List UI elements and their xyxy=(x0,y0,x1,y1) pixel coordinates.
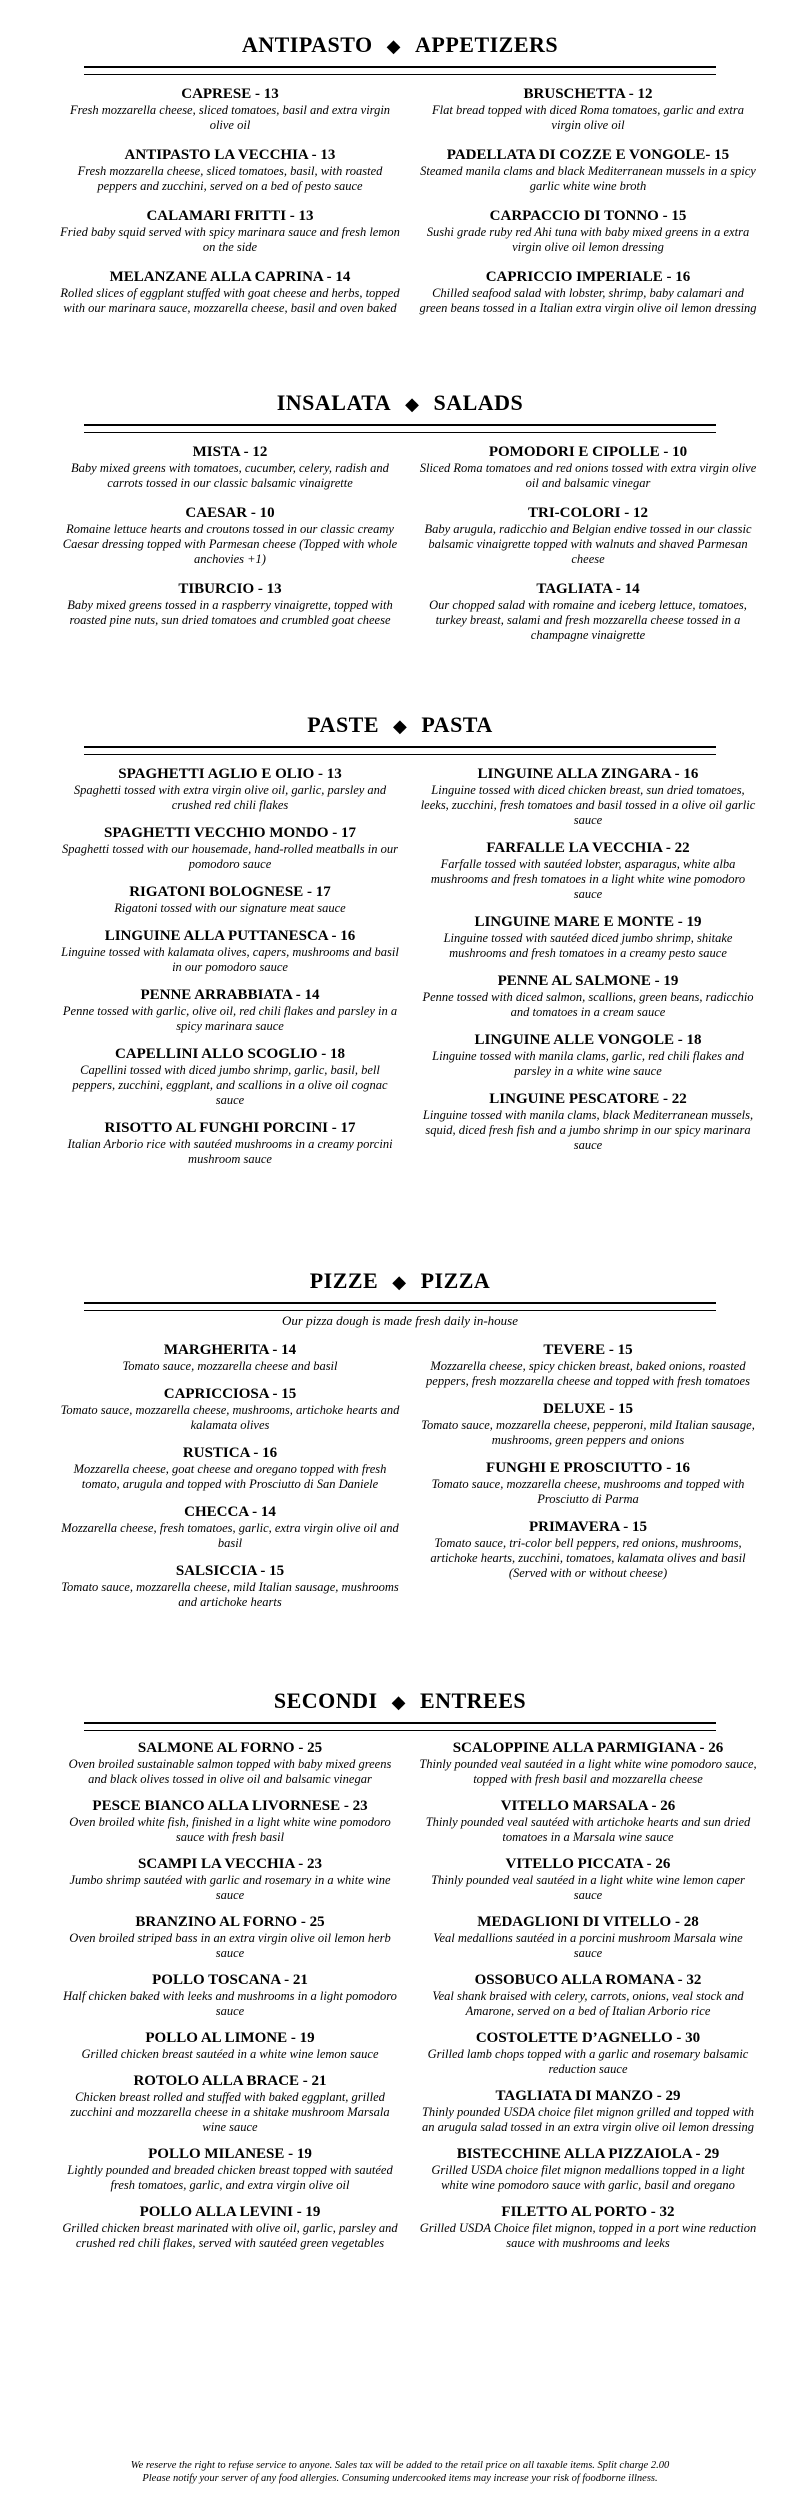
section-title-it: SECONDI xyxy=(273,1688,378,1713)
item-name: PENNE ARRABBIATA - 14 xyxy=(140,987,320,1003)
item-name: MISTA - 12 xyxy=(192,444,268,460)
item-description: Oven broiled sustainable salmon topped with baby mixed greens and black olives tossed in olive oil and balsamic vinegar xyxy=(68,1757,392,1786)
menu-item xyxy=(60,86,400,133)
item-name: TAGLIATA DI MANZO - 29 xyxy=(495,2088,681,2104)
item-description: Rigatoni tossed with our signature meat sauce xyxy=(114,901,346,915)
item-description: Penne tossed with diced salmon, scallions, green beans, radicchio and tomatoes in a cream sauce xyxy=(422,990,754,1019)
item-name: POLLO ALLA LEVINI - 19 xyxy=(139,2204,321,2220)
menu-item xyxy=(418,2146,758,2193)
menu-item xyxy=(418,2088,758,2135)
item-name: LINGUINE MARE E MONTE - 19 xyxy=(474,914,702,930)
section-heading xyxy=(0,30,800,60)
item-name: PRIMAVERA - 15 xyxy=(528,1519,648,1535)
menu-item xyxy=(60,987,400,1034)
item-name: MELANZANE ALLA CAPRINA - 14 xyxy=(109,269,351,285)
item-description: Tomato sauce, mozzarella cheese, mushrooms, artichoke hearts and kalamata olives xyxy=(60,1403,400,1432)
section-secondi xyxy=(0,1686,800,1716)
item-name: POMODORI E CIPOLLE - 10 xyxy=(488,444,688,460)
item-description: Oven broiled striped bass in an extra virgin olive oil lemon herb sauce xyxy=(69,1931,391,1960)
right-column xyxy=(418,1740,758,2251)
menu-item xyxy=(418,269,758,316)
item-description: Half chicken baked with leeks and mushrooms in a light pomodoro sauce xyxy=(63,1989,397,2018)
section-antipasto xyxy=(0,30,800,60)
item-description: Grilled lamb chops topped with a garlic and rosemary balsamic reduction sauce xyxy=(427,2047,749,2076)
menu-item xyxy=(418,208,758,255)
item-description: Fried baby squid served with spicy marinara sauce and fresh lemon on the side xyxy=(60,225,400,254)
item-description: Linguine tossed with diced chicken breast, sun dried tomatoes, leeks, zucchini, fresh tomatoes and basil tossed in a olive oil garlic sauce xyxy=(420,783,756,827)
item-description: Chilled seafood salad with lobster, shrimp, baby calamari and green beans tossed in a Italian extra virgin olive oil lemon dressing xyxy=(419,286,757,315)
menu-item xyxy=(60,1504,400,1551)
item-description: Veal shank braised with celery, carrots, onions, veal stock and Amarone, served on a bed of Italian Arborio rice xyxy=(432,1989,744,2018)
section-heading xyxy=(0,1266,800,1296)
left-column xyxy=(60,444,400,628)
item-description: Fresh mozzarella cheese, sliced tomatoes, basil, with roasted peppers and zucchini, served on a bed of pesto sauce xyxy=(77,164,383,193)
item-description: Farfalle tossed with sautéed lobster, asparagus, white alba mushrooms and fresh tomatoes in a light white wine pomodoro sauce xyxy=(430,857,746,901)
item-description: Linguine tossed with kalamata olives, capers, mushrooms and basil in our pomodoro sauce xyxy=(61,945,399,974)
item-name: LINGUINE ALLA PUTTANESCA - 16 xyxy=(104,928,356,944)
item-name: SCAMPI LA VECCHIA - 23 xyxy=(138,1856,322,1872)
diamond-icon: ◆ xyxy=(405,394,420,414)
item-name: SPAGHETTI VECCHIO MONDO - 17 xyxy=(104,825,356,841)
menu-item xyxy=(60,147,400,194)
item-name: ROTOLO ALLA BRACE - 21 xyxy=(133,2073,327,2089)
item-description: Fresh mozzarella cheese, sliced tomatoes, basil and extra virgin olive oil xyxy=(69,103,391,132)
item-description: Chicken breast rolled and stuffed with baked eggplant, grilled zucchini and mozzarella cheese in a shitake mushroom Marsala wine sauce xyxy=(70,2090,390,2134)
right-column xyxy=(418,766,758,1153)
right-column xyxy=(418,1342,758,1581)
section-insalata xyxy=(0,388,800,418)
menu-item xyxy=(60,2073,400,2135)
menu-item xyxy=(60,1914,400,1961)
menu-item xyxy=(60,581,400,628)
menu-item xyxy=(60,2204,400,2251)
diamond-icon: ◆ xyxy=(393,716,408,736)
item-name: POLLO TOSCANA - 21 xyxy=(152,1972,308,1988)
item-name: FARFALLE LA VECCHIA - 22 xyxy=(486,840,690,856)
section-title-it: ANTIPASTO xyxy=(241,32,373,57)
menu-item xyxy=(418,1519,758,1581)
item-description: Tomato sauce, mozzarella cheese and basil xyxy=(122,1359,338,1373)
item-description: Linguine tossed with manila clams, black Mediterranean mussels, squid, diced fresh fish and a jumbo shrimp in our spicy marinara sauce xyxy=(422,1108,754,1152)
item-name: CALAMARI FRITTI - 13 xyxy=(146,208,314,224)
item-name: MEDAGLIONI DI VITELLO - 28 xyxy=(477,1914,699,1930)
item-name: CARPACCIO DI TONNO - 15 xyxy=(489,208,687,224)
item-name: MARGHERITA - 14 xyxy=(163,1342,297,1358)
menu-item xyxy=(418,86,758,133)
item-name: PADELLATA DI COZZE E VONGOLE- 15 xyxy=(446,147,730,163)
section-heading xyxy=(0,388,800,418)
item-description: Baby mixed greens with tomatoes, cucumber, celery, radish and carrots tossed in our classic balsamic vinaigrette xyxy=(71,461,389,490)
menu-item xyxy=(60,1798,400,1845)
menu-item xyxy=(60,2146,400,2193)
item-description: Tomato sauce, mozzarella cheese, pepperoni, mild Italian sausage, mushrooms, green peppers and onions xyxy=(421,1418,755,1447)
item-description: Baby arugula, radicchio and Belgian endive tossed in our classic balsamic vinaigrette topped with walnuts and shaved Parmesan cheese xyxy=(424,522,752,566)
item-description: Grilled chicken breast sautéed in a white wine lemon sauce xyxy=(81,2047,379,2061)
menu-item xyxy=(418,840,758,902)
menu-item xyxy=(418,2030,758,2077)
item-description: Oven broiled white fish, finished in a light white wine pomodoro sauce with fresh basil xyxy=(69,1815,391,1844)
footer-line-2: Please notify your server of any food allergies. Consuming undercooked items may increase your risk of foodborne illness. xyxy=(142,2473,658,2484)
menu-item xyxy=(60,825,400,872)
item-description: Baby mixed greens tossed in a raspberry vinaigrette, topped with roasted pine nuts, sun dried tomatoes and crumbled goat cheese xyxy=(67,598,393,627)
item-name: SALMONE AL FORNO - 25 xyxy=(137,1740,323,1756)
item-description: Thinly pounded veal sautéed in a light white wine pomodoro sauce, topped with fresh basil and mozzarella cheese xyxy=(419,1757,757,1786)
item-description: Mozzarella cheese, goat cheese and oregano topped with fresh tomato, arugula and topped with Prosciutto di San Daniele xyxy=(73,1462,387,1491)
diamond-icon: ◆ xyxy=(391,1692,406,1712)
section-heading xyxy=(0,1686,800,1716)
item-name: PESCE BIANCO ALLA LIVORNESE - 23 xyxy=(92,1798,368,1814)
menu-item xyxy=(60,1445,400,1492)
item-name: FILETTO AL PORTO - 32 xyxy=(501,2204,675,2220)
menu-item xyxy=(60,208,400,255)
menu-item xyxy=(418,1091,758,1153)
menu-item xyxy=(60,1046,400,1108)
pizza-note: Our pizza dough is made fresh daily in-house xyxy=(281,1313,519,1328)
left-column xyxy=(60,766,400,1167)
item-description: Romaine lettuce hearts and croutons tossed in our classic creamy Caesar dressing topped with Parmesan cheese (Topped with whole anchovies +1) xyxy=(62,522,398,566)
item-name: CAESAR - 10 xyxy=(185,505,275,521)
menu-item xyxy=(60,505,400,567)
item-name: TEVERE - 15 xyxy=(543,1342,633,1358)
item-name: PENNE AL SALMONE - 19 xyxy=(497,973,679,989)
item-name: CHECCA - 14 xyxy=(184,1504,276,1520)
menu-item xyxy=(418,973,758,1020)
item-description: Spaghetti tossed with extra virgin olive oil, garlic, parsley and crushed red chili flakes xyxy=(73,783,387,812)
section-title-en: PIZZA xyxy=(420,1268,491,1293)
item-description: Capellini tossed with diced jumbo shrimp, garlic, basil, bell peppers, zucchini, eggplant, and scallions in a olive oil cognac sauce xyxy=(72,1063,388,1107)
item-name: COSTOLETTE D’AGNELLO - 30 xyxy=(475,2030,701,2046)
item-description: Sushi grade ruby red Ahi tuna with baby mixed greens in a extra virgin olive oil lemon dressing xyxy=(426,225,750,254)
left-column xyxy=(60,86,400,316)
footer-line-1: We reserve the right to refuse service to anyone. Sales tax will be added to the retail price on all taxable items. Split charge 2.00 xyxy=(130,2460,670,2471)
menu-item xyxy=(60,2030,400,2062)
menu-item xyxy=(418,1460,758,1507)
item-name: VITELLO MARSALA - 26 xyxy=(500,1798,676,1814)
item-name: RIGATONI BOLOGNESE - 17 xyxy=(129,884,331,900)
item-name: VITELLO PICCATA - 26 xyxy=(505,1856,671,1872)
menu-item xyxy=(60,1563,400,1610)
item-description: Mozzarella cheese, fresh tomatoes, garlic, extra virgin olive oil and basil xyxy=(61,1521,399,1550)
section-title-en: SALADS xyxy=(433,390,524,415)
item-name: RUSTICA - 16 xyxy=(182,1445,278,1461)
item-description: Linguine tossed with sautéed diced jumbo shrimp, shitake mushrooms and fresh tomatoes in a creamy pesto sauce xyxy=(443,931,733,960)
item-description: Spaghetti tossed with our housemade, hand-rolled meatballs in our pomodoro sauce xyxy=(62,842,398,871)
menu-item xyxy=(60,1972,400,2019)
menu-item xyxy=(418,2204,758,2251)
item-description: Tomato sauce, mozzarella cheese, mushrooms and topped with Prosciutto di Parma xyxy=(431,1477,745,1506)
section-divider xyxy=(84,424,716,433)
item-name: DELUXE - 15 xyxy=(542,1401,633,1417)
item-name: ANTIPASTO LA VECCHIA - 13 xyxy=(124,147,336,163)
diamond-icon: ◆ xyxy=(386,36,401,56)
item-description: Grilled chicken breast marinated with olive oil, garlic, parsley and crushed red chili flakes, served with sautéed green vegetables xyxy=(62,2221,398,2250)
item-description: Tomato sauce, tri-color bell peppers, red onions, mushrooms, artichoke hearts, zucchini, tomatoes, kalamata olives and basil (Served with or without cheese) xyxy=(430,1536,746,1580)
section-title-it: PASTE xyxy=(307,712,380,737)
left-column xyxy=(60,1740,400,2251)
item-description: Veal medallions sautéed in a porcini mushroom Marsala wine sauce xyxy=(433,1931,743,1960)
section-divider xyxy=(84,66,716,75)
menu-item xyxy=(418,1972,758,2019)
menu-item xyxy=(418,914,758,961)
item-description: Jumbo shrimp sautéed with garlic and rosemary in a white wine sauce xyxy=(69,1873,391,1902)
item-name: POLLO AL LIMONE - 19 xyxy=(145,2030,315,2046)
section-divider xyxy=(84,1302,716,1311)
item-description: Flat bread topped with diced Roma tomatoes, garlic and extra virgin olive oil xyxy=(432,103,744,132)
item-name: RISOTTO AL FUNGHI PORCINI - 17 xyxy=(104,1120,356,1136)
section-paste xyxy=(0,710,800,740)
right-column xyxy=(418,444,758,643)
menu-item xyxy=(60,269,400,316)
menu-item xyxy=(60,1740,400,1787)
item-name: CAPRICCIO IMPERIALE - 16 xyxy=(485,269,691,285)
item-description: Thinly pounded veal sautéed with artichoke hearts and sun dried tomatoes in a Marsala wine sauce xyxy=(425,1815,751,1844)
item-name: BRUSCHETTA - 12 xyxy=(523,86,653,102)
footer-disclaimer xyxy=(40,2459,760,2485)
section-title-it: PIZZE xyxy=(309,1268,379,1293)
menu-item xyxy=(60,444,400,491)
item-name: TIBURCIO - 13 xyxy=(178,581,282,597)
item-name: CAPRICCIOSA - 15 xyxy=(163,1386,297,1402)
item-name: BISTECCHINE ALLA PIZZAIOLA - 29 xyxy=(456,2146,720,2162)
item-description: Thinly pounded USDA choice filet mignon grilled and topped with an arugula salad tossed in an extra virgin olive oil lemon dressing xyxy=(421,2105,755,2134)
item-name: TAGLIATA - 14 xyxy=(536,581,640,597)
section-divider xyxy=(84,1722,716,1731)
menu-item xyxy=(418,1914,758,1961)
item-description: Grilled USDA Choice filet mignon, topped in a port wine reduction sauce with mushrooms and leeks xyxy=(419,2221,757,2250)
section-divider xyxy=(84,746,716,755)
item-description: Thinly pounded veal sautéed in a light white wine lemon caper sauce xyxy=(431,1873,745,1902)
item-name: FUNGHI E PROSCIUTTO - 16 xyxy=(486,1460,690,1476)
item-description: Italian Arborio rice with sautéed mushrooms in a creamy porcini mushroom sauce xyxy=(67,1137,393,1166)
menu-item xyxy=(418,766,758,828)
menu-item xyxy=(60,1856,400,1903)
menu-item xyxy=(60,884,400,916)
item-name: SCALOPPINE ALLA PARMIGIANA - 26 xyxy=(452,1740,724,1756)
section-title-en: APPETIZERS xyxy=(415,32,559,57)
item-description: Lightly pounded and breaded chicken breast topped with sautéed fresh tomatoes, garlic, and extra virgin olive oil xyxy=(67,2163,393,2192)
item-description: Our chopped salad with romaine and iceberg lettuce, tomatoes, turkey breast, salami and fresh mozzarella cheese tossed in a champagne vinaigrette xyxy=(429,598,747,642)
menu-item xyxy=(418,1342,758,1389)
item-name: BRANZINO AL FORNO - 25 xyxy=(135,1914,325,1930)
item-description: Grilled USDA choice filet mignon medallions topped in a light white wine pomodoro sauce with garlic, basil and oregano xyxy=(431,2163,745,2192)
menu-item xyxy=(60,928,400,975)
item-name: LINGUINE ALLA ZINGARA - 16 xyxy=(477,766,699,782)
right-column xyxy=(418,86,758,316)
menu-item xyxy=(418,147,758,194)
section-pizze xyxy=(0,1266,800,1296)
item-name: LINGUINE ALLE VONGOLE - 18 xyxy=(474,1032,702,1048)
item-name: CAPELLINI ALLO SCOGLIO - 18 xyxy=(114,1046,346,1062)
item-description: Penne tossed with garlic, olive oil, red chili flakes and parsley in a spicy marinara sauce xyxy=(62,1004,398,1033)
menu-item xyxy=(418,505,758,567)
item-name: CAPRESE - 13 xyxy=(181,86,279,102)
item-description: Linguine tossed with manila clams, garlic, red chili flakes and parsley in a white wine sauce xyxy=(432,1049,744,1078)
menu-item xyxy=(418,1740,758,1787)
diamond-icon: ◆ xyxy=(392,1272,407,1292)
menu-item xyxy=(418,1401,758,1448)
item-description: Mozzarella cheese, spicy chicken breast, baked onions, roasted peppers, fresh mozzarella cheese and topped with fresh tomatoes xyxy=(426,1359,750,1388)
item-description: Sliced Roma tomatoes and red onions tossed with extra virgin olive oil and balsamic vinegar xyxy=(419,461,757,490)
menu-item xyxy=(418,1856,758,1903)
left-column xyxy=(60,1342,400,1610)
item-description: Tomato sauce, mozzarella cheese, mild Italian sausage, mushrooms and artichoke hearts xyxy=(61,1580,399,1609)
section-title-it: INSALATA xyxy=(276,390,392,415)
menu-item xyxy=(60,1120,400,1167)
section-title-en: PASTA xyxy=(421,712,493,737)
menu-item xyxy=(60,1342,400,1374)
item-name: POLLO MILANESE - 19 xyxy=(148,2146,312,2162)
menu-item xyxy=(418,581,758,643)
item-name: LINGUINE PESCATORE - 22 xyxy=(489,1091,687,1107)
section-title-en: ENTREES xyxy=(419,1688,527,1713)
menu-item xyxy=(60,766,400,813)
item-name: SALSICCIA - 15 xyxy=(175,1563,285,1579)
item-name: TRI-COLORI - 12 xyxy=(527,505,648,521)
item-description: Rolled slices of eggplant stuffed with goat cheese and herbs, topped with our marinara sauce, mozzarella cheese, basil and oven baked xyxy=(60,286,400,315)
item-name: OSSOBUCO ALLA ROMANA - 32 xyxy=(474,1972,702,1988)
item-description: Steamed manila clams and black Mediterranean mussels in a spicy garlic white wine broth xyxy=(420,164,756,193)
menu-item xyxy=(418,1798,758,1845)
menu-item xyxy=(60,1386,400,1433)
menu-item xyxy=(418,444,758,491)
section-heading xyxy=(0,710,800,740)
menu-item xyxy=(418,1032,758,1079)
item-name: SPAGHETTI AGLIO E OLIO - 13 xyxy=(118,766,342,782)
